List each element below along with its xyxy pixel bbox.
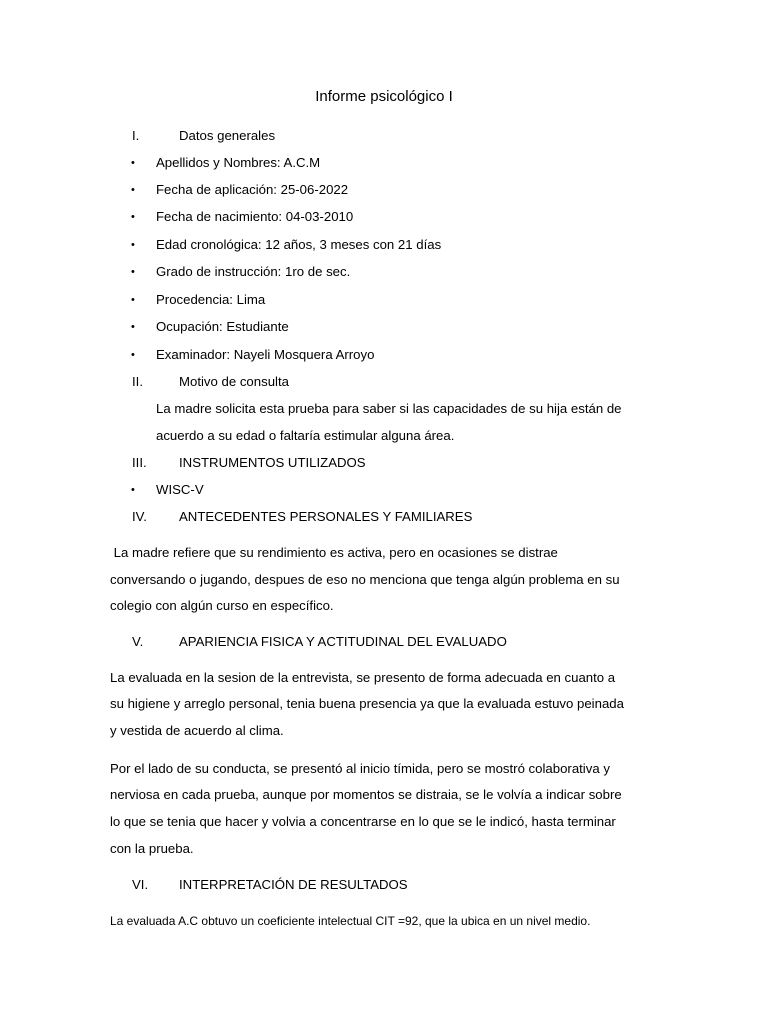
section-number-4: IV.	[132, 509, 147, 524]
section-heading-instrumentos: INSTRUMENTOS UTILIZADOS	[179, 455, 366, 470]
section-number-3: III.	[132, 455, 147, 470]
section-number-1: I.	[132, 128, 140, 143]
paragraph-line: La madre solicita esta prueba para saber si las capacidades de su hija están de	[156, 401, 622, 416]
paragraph-line: colegio con algún curso en específico.	[110, 598, 334, 613]
bullet-icon: •	[131, 321, 135, 333]
bullet-icon: •	[131, 484, 135, 496]
section-heading-motivo: Motivo de consulta	[179, 374, 289, 389]
paragraph-line: La evaluada en la sesion de la entrevista, se presento de forma adecuada en cuanto a	[110, 670, 616, 685]
bullet-icon: •	[131, 184, 135, 196]
section-number-2: II.	[132, 374, 143, 389]
paragraph-line: con la prueba.	[110, 841, 194, 856]
section-heading-antecedentes: ANTECEDENTES PERSONALES Y FAMILIARES	[179, 509, 473, 524]
paragraph-line: nerviosa en cada prueba, aunque por momentos se distraia, se le volvía a indicar sobre	[110, 787, 622, 802]
paragraph-line: La evaluada A.C obtuvo un coeficiente intelectual CIT =92, que la ubica en un nivel medio.	[110, 914, 591, 928]
section-heading-apariencia: APARIENCIA FISICA Y ACTITUDINAL DEL EVALUADO	[179, 634, 507, 649]
list-item: Procedencia: Lima	[156, 292, 266, 307]
bullet-icon: •	[131, 349, 135, 361]
section-heading-interpretacion: INTERPRETACIÓN DE RESULTADOS	[179, 877, 408, 892]
bullet-icon: •	[131, 157, 135, 169]
list-item: Apellidos y Nombres: A.C.M	[156, 155, 321, 170]
paragraph-line: conversando o jugando, despues de eso no menciona que tenga algún problema en su	[110, 572, 620, 587]
paragraph-line: acuerdo a su edad o faltaría estimular alguna área.	[156, 428, 455, 443]
bullet-icon: •	[131, 211, 135, 223]
paragraph-line: lo que se tenia que hacer y volvia a concentrarse en lo que se le indicó, hasta terminar	[110, 814, 616, 829]
paragraph-line: y vestida de acuerdo al clima.	[110, 723, 284, 738]
list-item: Fecha de nacimiento: 04-03-2010	[156, 209, 354, 224]
bullet-icon: •	[131, 239, 135, 251]
section-heading-datos-generales: Datos generales	[179, 128, 276, 143]
list-item: Edad cronológica: 12 años, 3 meses con 21 días	[156, 237, 442, 252]
bullet-icon: •	[131, 266, 135, 278]
paragraph-line: Por el lado de su conducta, se presentó al inicio tímida, pero se mostró colaborativa y	[110, 761, 610, 776]
section-number-6: VI.	[132, 877, 149, 892]
paragraph-line: La madre refiere que su rendimiento es activa, pero en ocasiones se distrae	[110, 545, 558, 560]
document-title: Informe psicológico I	[315, 88, 453, 105]
list-item: Fecha de aplicación: 25-06-2022	[156, 182, 349, 197]
bullet-icon: •	[131, 294, 135, 306]
list-item: Ocupación: Estudiante	[156, 319, 289, 334]
list-item: WISC-V	[156, 482, 204, 497]
section-number-5: V.	[132, 634, 144, 649]
list-item: Grado de instrucción: 1ro de sec.	[156, 264, 351, 279]
list-item: Examinador: Nayeli Mosquera Arroyo	[156, 347, 375, 362]
paragraph-line: su higiene y arreglo personal, tenia buena presencia ya que la evaluada estuvo peinada	[110, 696, 624, 711]
